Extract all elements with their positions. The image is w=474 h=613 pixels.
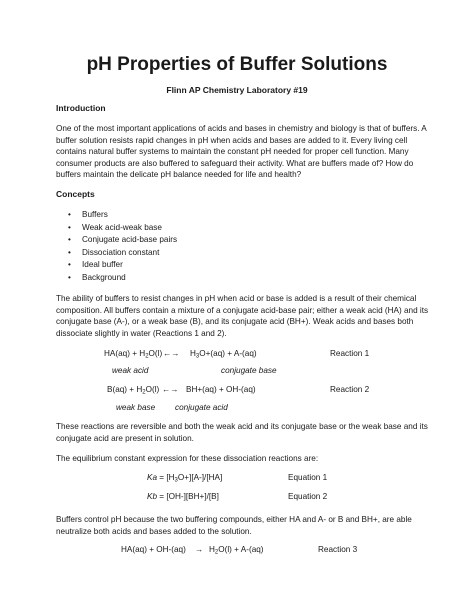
list-item: • Buffers xyxy=(56,209,177,222)
reaction-1-label: Reaction 1 xyxy=(330,349,370,358)
paragraph-line: The ability of buffers to resist changes in pH when acid or base is added is a result of their chemical xyxy=(56,294,417,303)
list-item: • Conjugate acid-base pairs xyxy=(56,234,177,247)
paragraph-line: These reactions are reversible and both the weak acid and its conjugate base or the weak base and its xyxy=(56,422,428,431)
reaction-1-note-left: weak acid xyxy=(112,366,149,375)
list-item: • Dissociation constant xyxy=(56,247,177,260)
paragraph-line: neutralize both acids and bases added to the solution. xyxy=(56,526,252,536)
document-title: pH Properties of Buffer Solutions xyxy=(86,54,388,75)
control-paragraph xyxy=(56,514,426,537)
reaction-2-note-right: conjugate acid xyxy=(175,403,228,412)
reaction-1-left: $HA(aq) + H_2O(l)$ xyxy=(104,349,163,360)
equation-1: $Ka = [H_3O+][A-]/[HA]$ xyxy=(147,473,223,484)
equation-1-label: Equation 1 xyxy=(288,473,328,482)
equilibrium-arrow-icon: ←→ xyxy=(162,385,179,394)
bullet-icon: • xyxy=(68,235,71,245)
bullet-icon: • xyxy=(68,247,71,257)
reaction-1-note-right: conjugate base xyxy=(221,366,277,375)
document-subtitle: Flinn AP Chemistry Laboratory #19 xyxy=(166,85,308,95)
paragraph-line: dissociate slightly in water (Reactions 1 and 2). xyxy=(56,328,227,338)
equation-2-label: Equation 2 xyxy=(288,492,328,501)
reaction-3-label: Reaction 3 xyxy=(318,545,358,554)
paragraph-line: conjugate acid are present in solution. xyxy=(56,433,194,443)
list-item: • Ideal buffer xyxy=(56,259,177,272)
background-paragraph xyxy=(56,293,429,339)
paragraph-line: buffer solution resists rapid changes in pH when acids and bases are added to it. Every living cell xyxy=(56,135,408,145)
reaction-3-right: $H_2O(l) + A-(aq)$ xyxy=(209,545,264,556)
list-item: • Background xyxy=(56,272,177,285)
paragraph-line: consumer products are also buffered to safeguard their activity. What are buffers made of? How do xyxy=(56,158,414,168)
introduction-paragraph xyxy=(56,123,426,181)
bullet-icon: • xyxy=(68,272,71,282)
paragraph-line: composition. All buffers contain a mixture of a conjugate acid-base pair; either a weak acid (HA) and its xyxy=(56,305,429,315)
bullet-icon: • xyxy=(68,210,71,219)
reversible-paragraph xyxy=(56,421,426,444)
reaction-2-label: Reaction 2 xyxy=(330,385,370,394)
introduction-heading: Introduction xyxy=(56,103,106,113)
reaction-2-right: BH+(aq) + OH-(aq) xyxy=(186,385,256,394)
reaction-2-note-left: weak base xyxy=(116,403,156,412)
list-item: • Weak acid-weak base xyxy=(56,222,177,235)
paragraph-line: Buffers control pH because the two buffering compounds, either HA and A- or B and BH+, are able xyxy=(56,515,412,524)
arrow-right-icon: → xyxy=(195,545,204,554)
concepts-list xyxy=(56,209,177,285)
equation-2: Kb = [OH-][BH+]/[B] xyxy=(147,492,219,501)
bullet-icon: • xyxy=(68,260,71,270)
equilibrium-intro: The equilibrium constant expression for these dissociation reactions are: xyxy=(56,454,319,463)
bullet-icon: • xyxy=(68,222,71,232)
paragraph-line: conjugate base (A-), or a weak base (B), and its conjugate acid (BH+). Weak acids and bases both xyxy=(56,317,414,326)
reaction-2-left: $B(aq) + H_2O(l)$ xyxy=(107,385,160,396)
paragraph-line: One of the most important applications of acids and bases in chemistry and biology is that of buffers. A xyxy=(56,124,427,133)
concepts-heading: Concepts xyxy=(56,189,95,199)
reaction-3-left: HA(aq) + OH-(aq) xyxy=(121,545,186,554)
paragraph-line: contains natural buffer systems to maintain the constant pH needed for proper cell function. Many xyxy=(56,147,409,156)
equilibrium-arrow-icon: ←→ xyxy=(163,349,180,358)
paragraph-line: buffers maintain the delicate pH balance needed for life and health? xyxy=(56,170,302,179)
reaction-1-right: $H_3O+(aq) + A-(aq)$ xyxy=(190,349,257,360)
